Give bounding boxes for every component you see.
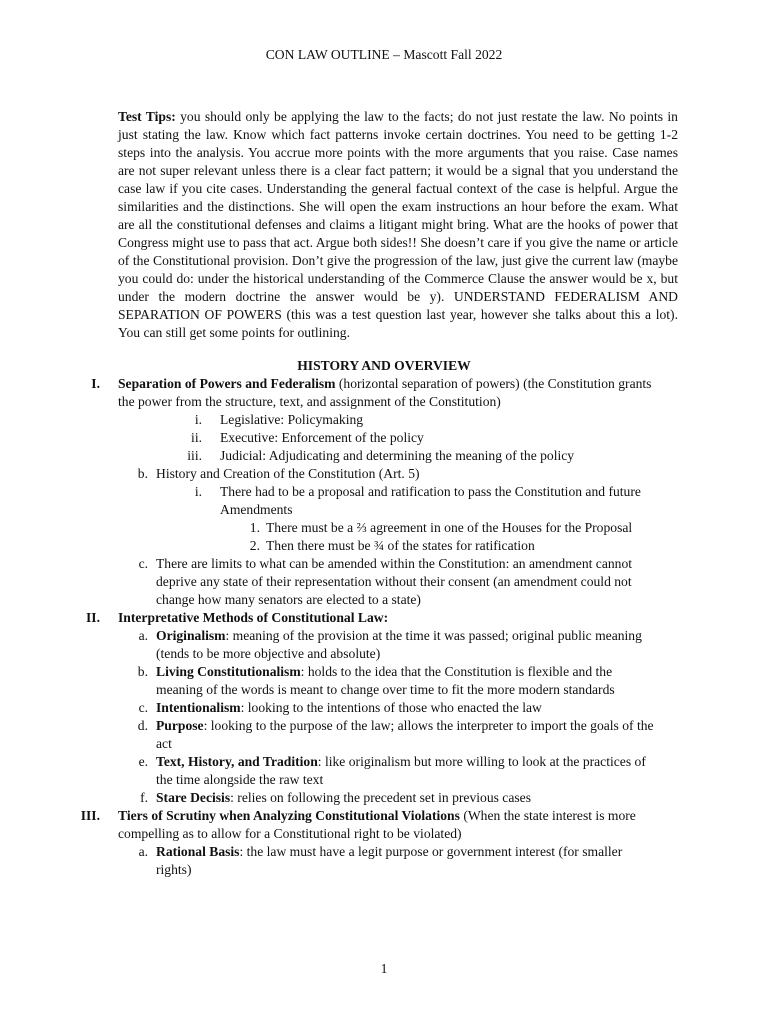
outline-term: Purpose <box>156 718 204 733</box>
outline-text <box>156 465 656 483</box>
outline-item-level-2 <box>0 465 768 483</box>
outline-text <box>220 447 650 465</box>
outline-text <box>266 537 636 555</box>
outline-term: Interpretative Methods of Constitutional Law: <box>118 610 389 625</box>
outline-item-level-2 <box>0 699 768 717</box>
outline-marker: f. <box>140 790 148 805</box>
outline-description: Judicial: Adjudicating and determining the meaning of the policy <box>220 448 575 463</box>
outline-item-level-2 <box>0 843 768 879</box>
outline-description: History and Creation of the Constitution (Art. 5) <box>156 466 420 481</box>
outline-term: Rational Basis <box>156 844 240 859</box>
outline-text <box>156 699 656 717</box>
outline-text <box>220 429 650 447</box>
outline-marker: c. <box>138 700 148 715</box>
outline-marker: III. <box>80 808 100 823</box>
test-tips-label: Test Tips: <box>118 109 176 124</box>
outline-item-level-3 <box>0 483 768 519</box>
outline-marker: i. <box>194 412 202 427</box>
document-title: CON LAW OUTLINE – Mascott Fall 2022 <box>265 47 503 62</box>
outline-term: Tiers of Scrutiny when Analyzing Constitutional Violations <box>118 808 460 823</box>
outline-text <box>266 519 636 537</box>
outline-marker: I. <box>91 376 100 391</box>
outline-marker: e. <box>138 754 148 769</box>
outline-text <box>156 843 656 879</box>
outline-marker: iii. <box>187 448 202 463</box>
outline-description: There must be a ⅔ agreement in one of the Houses for the Proposal <box>266 520 633 535</box>
outline-item-level-1 <box>0 375 768 411</box>
outline-text <box>118 375 663 411</box>
outline-item-level-2 <box>0 717 768 753</box>
outline-term: Living Constitutionalism <box>156 664 301 679</box>
outline-item-level-2 <box>0 753 768 789</box>
outline-text <box>156 627 656 663</box>
outline-text <box>118 807 663 843</box>
outline-term: Originalism <box>156 628 226 643</box>
outline-item-level-1 <box>0 609 768 627</box>
outline-item-level-2 <box>0 663 768 699</box>
outline-marker: b. <box>137 466 148 481</box>
section-heading: HISTORY AND OVERVIEW <box>297 358 471 373</box>
outline-item-level-4 <box>0 537 768 555</box>
outline-item-level-2 <box>0 555 768 609</box>
outline-description: There are limits to what can be amended within the Constitution: an amendment cannot deprive any state of their representation without their consent (an amendment could not change how many senators are elected to a state) <box>156 556 633 607</box>
outline-item-level-2 <box>0 627 768 663</box>
outline-item-level-1 <box>0 807 768 843</box>
outline-description: There had to be a proposal and ratification to pass the Constitution and future Amendments <box>220 484 641 517</box>
outline-item-level-4 <box>0 519 768 537</box>
outline-marker: 2. <box>249 538 260 553</box>
outline-text <box>220 483 650 519</box>
outline-marker: b. <box>137 664 148 679</box>
outline-item-level-3 <box>0 411 768 429</box>
test-tips-paragraph <box>118 108 678 342</box>
page-number: 1 <box>380 961 388 976</box>
outline-term: Text, History, and Tradition <box>156 754 318 769</box>
outline-text <box>220 411 650 429</box>
outline-marker: ii. <box>191 430 202 445</box>
outline-list <box>0 375 768 879</box>
outline-item-level-3 <box>0 429 768 447</box>
outline-description: : like originalism but more willing to look at the practices of the time alongside the raw text <box>156 754 646 787</box>
outline-item-level-2 <box>0 789 768 807</box>
outline-text <box>156 753 656 789</box>
outline-description: (horizontal separation of powers) (the Constitution grants the power from the structure, text, and assignment of the Constitution) <box>118 376 652 409</box>
outline-description: : looking to the intentions of those who enacted the law <box>240 700 542 715</box>
test-tips-text: you should only be applying the law to the facts; do not just restate the law. No points in just stating the law. Know which fact patterns invoke certain doctrines. You need to be getting 1-2 steps into the analysis. You accrue more points with the more arguments that you raise. Case names are not super relevant unless there is a clear fact pattern; it would be a signal that you understand the case law if you cite cases. Understanding the general factual context of the case is helpful. Argue the similarities and the distinctions. She will open the exam instructions an hour before the exam. What are all the constitutional defenses and claims a litigant might bring. What are the hooks of power that Congress might use to pass that act. Argue both sides!! She doesn’t care if you give the name or article of the Constitutional provision. Don’t give the progression of the law, just give the current law (maybe you could do: under the historical understanding of the Commerce Clause the answer would be x, but under the modern doctrine the answer would be y). UNDERSTAND FEDERALISM AND SEPARATION OF POWERS (this was a test question last year, however she talks about this a lot). You can still get some points for outlining. <box>118 109 678 340</box>
outline-marker: d. <box>137 718 148 733</box>
outline-text <box>156 717 656 753</box>
outline-marker: 1. <box>249 520 260 535</box>
outline-description: Legislative: Policymaking <box>220 412 364 427</box>
outline-description: : relies on following the precedent set in previous cases <box>230 790 531 805</box>
outline-text <box>156 555 656 609</box>
outline-text <box>156 663 656 699</box>
outline-description: : holds to the idea that the Constitution is flexible and the meaning of the words is meant to change over time to fit the more modern standards <box>156 664 615 697</box>
outline-description: : meaning of the provision at the time it was passed; original public meaning (tends to be more objective and absolute) <box>156 628 642 661</box>
outline-term: Intentionalism <box>156 700 241 715</box>
outline-marker: II. <box>86 610 100 625</box>
outline-description: Executive: Enforcement of the policy <box>220 430 424 445</box>
outline-marker: i. <box>194 484 202 499</box>
outline-item-level-3 <box>0 447 768 465</box>
outline-description: (When the state interest is more compelling as to allow for a Constitutional right to be violated) <box>118 808 636 841</box>
outline-description: Then there must be ¾ of the states for ratification <box>266 538 535 553</box>
outline-term: Separation of Powers and Federalism <box>118 376 336 391</box>
outline-marker: c. <box>138 556 148 571</box>
outline-text <box>118 609 663 627</box>
outline-description: : the law must have a legit purpose or government interest (for smaller rights) <box>156 844 623 877</box>
outline-marker: a. <box>138 628 148 643</box>
outline-term: Stare Decisis <box>156 790 231 805</box>
outline-text <box>156 789 656 807</box>
outline-description: : looking to the purpose of the law; allows the interpreter to import the goals of the act <box>156 718 654 751</box>
outline-marker: a. <box>138 844 148 859</box>
